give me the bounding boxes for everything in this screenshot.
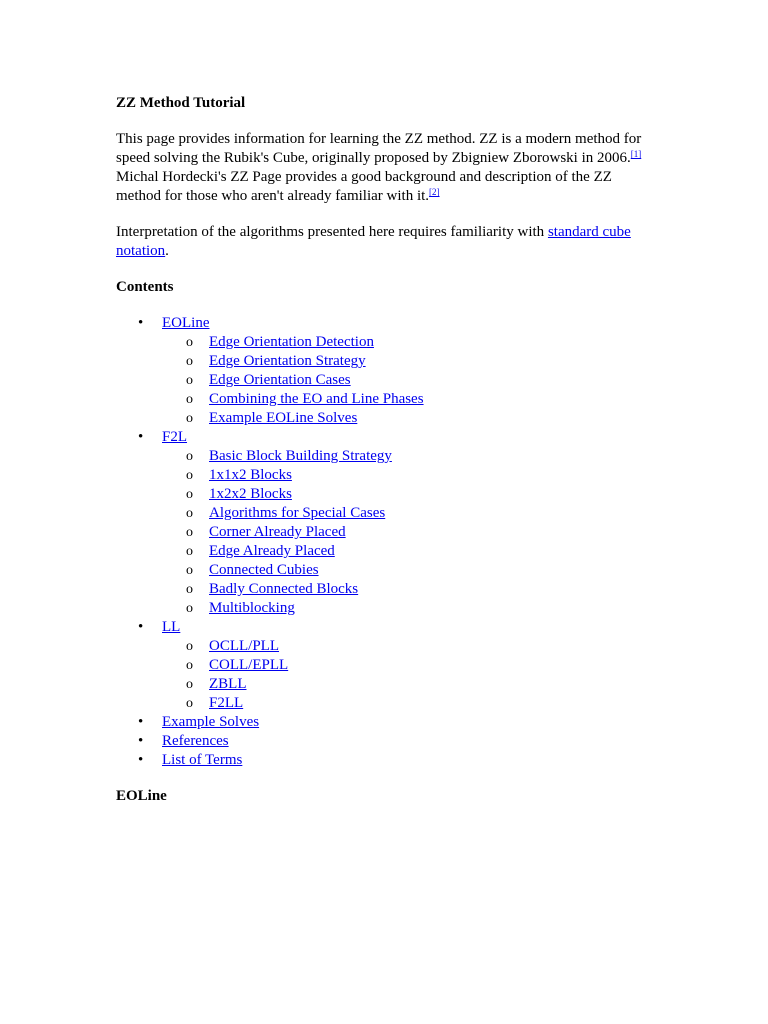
- page-title: ZZ Method Tutorial: [116, 95, 246, 111]
- bullet-circle-icon: o: [186, 373, 193, 388]
- contents-item-example-solves: [116, 713, 656, 732]
- list-item: [116, 599, 656, 618]
- badly-connected-blocks-link[interactable]: Badly Connected Blocks: [209, 581, 359, 597]
- standard-cube-notation-link[interactable]: standard cube notation: [116, 224, 631, 259]
- bullet-disc-icon: •: [138, 752, 144, 768]
- multiblocking-link[interactable]: Multiblocking: [209, 600, 295, 616]
- list-item: [116, 675, 656, 694]
- bullet-circle-icon: o: [186, 677, 193, 692]
- contents-list: [116, 314, 656, 770]
- list-item: [116, 371, 656, 390]
- bullet-disc-icon: •: [138, 619, 144, 635]
- basic-block-building-link[interactable]: Basic Block Building Strategy: [209, 448, 392, 464]
- bullet-disc-icon: •: [138, 733, 144, 749]
- intro-paragraph: [116, 130, 656, 206]
- list-item: [116, 485, 656, 504]
- f2l-link[interactable]: F2L: [162, 429, 188, 445]
- connected-cubies-link[interactable]: Connected Cubies: [209, 562, 319, 578]
- intro-text-1: This page provides information for learning the ZZ method. ZZ is a modern method for speed solving the Rubik's Cube, originally proposed by Zbigniew Zborowski in 2006.: [116, 131, 642, 166]
- bullet-disc-icon: •: [138, 429, 144, 445]
- ll-sublist: [162, 637, 656, 713]
- bullet-circle-icon: o: [186, 544, 193, 559]
- contents-heading: Contents: [116, 279, 174, 295]
- list-item: [116, 580, 656, 599]
- document-page: [116, 94, 656, 806]
- bullet-circle-icon: o: [186, 658, 193, 673]
- corner-already-placed-link[interactable]: Corner Already Placed: [209, 524, 346, 540]
- ocll-pll-link[interactable]: OCLL/PLL: [209, 638, 279, 654]
- 1x2x2-blocks-link[interactable]: 1x2x2 Blocks: [209, 486, 292, 502]
- contents-item-list-of-terms: [116, 751, 656, 770]
- intro-text-2: Michal Hordecki's ZZ Page provides a good background and description of the ZZ method for those who aren't already familiar with it.: [116, 169, 612, 204]
- list-item: [116, 523, 656, 542]
- list-item: [116, 637, 656, 656]
- 1x1x2-blocks-link[interactable]: 1x1x2 Blocks: [209, 467, 292, 483]
- section-heading-eoline: EOLine: [116, 788, 167, 804]
- bullet-disc-icon: •: [138, 315, 144, 331]
- bullet-circle-icon: o: [186, 449, 193, 464]
- list-item: [116, 466, 656, 485]
- reference-link-1[interactable]: [1]: [630, 149, 642, 159]
- notation-paragraph: [116, 223, 656, 261]
- edge-orientation-detection-link[interactable]: Edge Orientation Detection: [209, 334, 374, 350]
- bullet-circle-icon: o: [186, 639, 193, 654]
- bullet-circle-icon: o: [186, 468, 193, 483]
- bullet-circle-icon: o: [186, 335, 193, 350]
- list-item: [116, 504, 656, 523]
- notation-text: Interpretation of the algorithms presented here requires familiarity with: [116, 224, 548, 240]
- edge-orientation-cases-link[interactable]: Edge Orientation Cases: [209, 372, 351, 388]
- list-item: [116, 390, 656, 409]
- contents-item-references: [116, 732, 656, 751]
- list-item: [116, 447, 656, 466]
- list-item: [116, 542, 656, 561]
- eoline-sublist: [162, 333, 656, 428]
- bullet-circle-icon: o: [186, 582, 193, 597]
- f2ll-link[interactable]: F2LL: [209, 695, 244, 711]
- bullet-circle-icon: o: [186, 601, 193, 616]
- bullet-circle-icon: o: [186, 525, 193, 540]
- special-cases-link[interactable]: Algorithms for Special Cases: [209, 505, 386, 521]
- bullet-circle-icon: o: [186, 696, 193, 711]
- references-link[interactable]: References: [162, 733, 229, 749]
- combining-eo-line-link[interactable]: Combining the EO and Line Phases: [209, 391, 424, 407]
- contents-item-f2l: [116, 428, 656, 618]
- list-item: [116, 694, 656, 713]
- list-item: [116, 333, 656, 352]
- list-of-terms-link[interactable]: List of Terms: [162, 752, 243, 768]
- list-item: [116, 352, 656, 371]
- bullet-circle-icon: o: [186, 354, 193, 369]
- contents-item-ll: [116, 618, 656, 713]
- list-item: [116, 656, 656, 675]
- bullet-circle-icon: o: [186, 563, 193, 578]
- bullet-disc-icon: •: [138, 714, 144, 730]
- coll-epll-link[interactable]: COLL/EPLL: [209, 657, 289, 673]
- example-solves-link[interactable]: Example Solves: [162, 714, 260, 730]
- bullet-circle-icon: o: [186, 392, 193, 407]
- bullet-circle-icon: o: [186, 487, 193, 502]
- reference-link-2[interactable]: [2]: [429, 187, 440, 197]
- example-eoline-solves-link[interactable]: Example EOLine Solves: [209, 410, 358, 426]
- list-item: [116, 409, 656, 428]
- list-item: [116, 561, 656, 580]
- bullet-circle-icon: o: [186, 411, 193, 426]
- ll-link[interactable]: LL: [162, 619, 181, 635]
- zbll-link[interactable]: ZBLL: [209, 676, 247, 692]
- edge-already-placed-link[interactable]: Edge Already Placed: [209, 543, 335, 559]
- f2l-sublist: [162, 447, 656, 618]
- contents-item-eoline: [116, 314, 656, 428]
- eoline-link[interactable]: EOLine: [162, 315, 210, 331]
- notation-end: .: [165, 243, 169, 259]
- bullet-circle-icon: o: [186, 506, 193, 521]
- edge-orientation-strategy-link[interactable]: Edge Orientation Strategy: [209, 353, 366, 369]
